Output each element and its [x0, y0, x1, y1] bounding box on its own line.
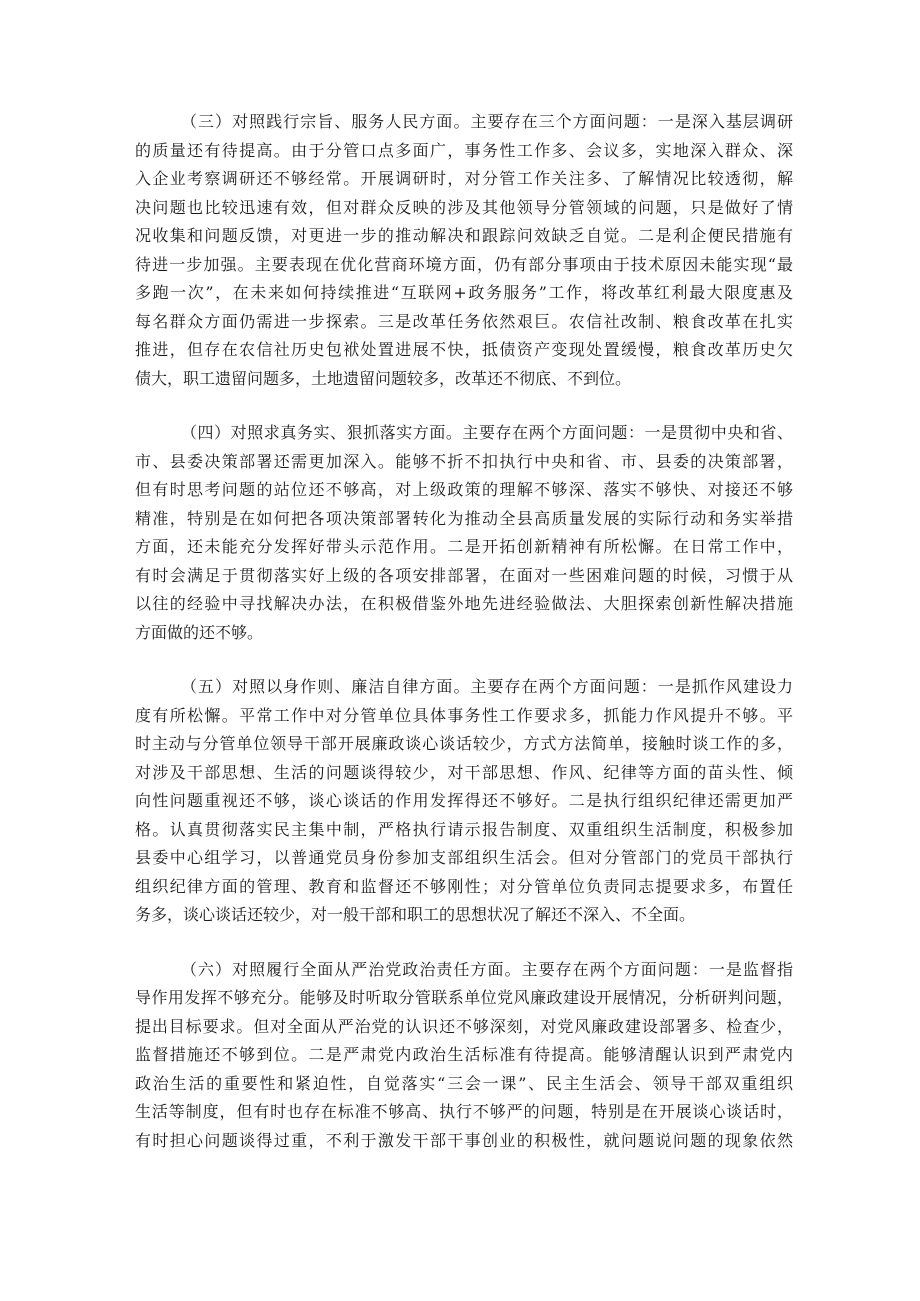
text-line: 有时会满足于贯彻落实好上级的各项安排部署，在面对一些困难问题的时候，习惯于从 [135, 565, 793, 585]
text-line: 况收集和问题反馈，对更进一步的推动解决和跟踪问效缺乏自觉。二是利企便民措施有 [135, 226, 793, 245]
text-line: 以往的经验中寻找解决办法，在积极借鉴外地先进经验做法、大胆探索创新性解决措施 [135, 594, 793, 613]
text-line: 务多，谈心谈话还较少，对一般干部和职工的思想状况了解还不深入、不全面。 [135, 905, 696, 924]
text-line: 监督措施还不够到位。二是严肃党内政治生活标准有待提高。能够清醒认识到严肃党内 [135, 1045, 793, 1064]
paragraph-section-4 [135, 419, 793, 647]
text-line: 对涉及干部思想、生活的问题谈得较少，对干部思想、作风、纪律等方面的苗头性、倾 [135, 762, 793, 782]
text-line: 债大，职工遗留问题多，土地遗留问题较多，改革还不彻底、不到位。 [135, 368, 632, 388]
text-line: 生活等制度，但有时也存在标准不够高、执行不够严的问题，特别是在开展谈心谈话时， [135, 1102, 793, 1121]
text-line: 每名群众方面仍需进一步探索。三是改革任务依然艰巨。农信社改制、粮食改革在扎实 [135, 311, 793, 331]
text-line: 但有时思考问题的站位还不够高，对上级政策的理解不够深、落实不够快、对接还不够 [135, 480, 793, 499]
text-line: 市、县委决策部署还需更加深入。能够不折不扣执行中央和省、市、县委的决策部署， [135, 451, 793, 471]
text-line: （三）对照践行宗旨、服务人民方面。主要存在三个方面问题：一是深入基层调研 [181, 112, 793, 131]
text-line: 的质量还有待提高。由于分管口点多面广，事务性工作多、会议多，实地深入群众、深 [135, 140, 793, 160]
text-line: 提出目标要求。但对全面从严治党的认识还不够深刻，对党风廉政建设部署多、检查少， [135, 1016, 793, 1036]
text-line: 决问题也比较迅速有效，但对群众反映的涉及其他领导分管领域的问题，只是做好了情 [135, 197, 793, 217]
text-line: 县委中心组学习，以普通党员身份参加支部组织生活会。但对分管部门的党员干部执行 [135, 848, 793, 867]
text-line: 入企业考察调研还不够经常。开展调研时，对分管工作关注多、了解情况比较透彻，解 [135, 169, 793, 188]
text-line: 组织纪律方面的管理、教育和监督还不够刚性；对分管单位负责同志提要求多，布置任 [135, 876, 793, 896]
paragraph-section-6 [135, 956, 793, 1156]
text-line: 向性问题重视还不够，谈心谈话的作用发挥得还不够好。二是执行组织纪律还需更加严 [135, 791, 793, 810]
text-line: （四）对照求真务实、狠抓落实方面。主要存在两个方面问题：一是贯彻中央和省、 [181, 423, 793, 442]
text-line: 多跑一次”，在未来如何持续推进“互联网+政务服务”工作，将改革红利最大限度惠及 [135, 283, 793, 302]
text-line: 格。认真贯彻落实民主集中制，严格执行请示报告制度、双重组织生活制度，积极参加 [135, 819, 793, 839]
text-line: 有时担心问题谈得过重，不利于激发干部干事创业的积极性，就问题说问题的现象依然 [135, 1130, 793, 1150]
paragraph-section-3 [135, 108, 793, 393]
text-line: 政治生活的重要性和紧迫性，自觉落实“三会一课”、民主生活会、领导干部双重组织 [135, 1073, 793, 1093]
text-line: 时主动与分管单位领导干部开展廉政谈心谈话较少，方式方法简单，接触时谈工作的多， [135, 734, 793, 753]
text-line: 精准，特别是在如何把各项决策部署转化为推动全县高质量发展的实际行动和务实举措 [135, 508, 793, 528]
text-line: 待进一步加强。主要表现在优化营商环境方面，仍有部分事项由于技术原因未能实现“最 [135, 254, 793, 274]
text-line: 度有所松懈。平常工作中对分管单位具体事务性工作要求多，抓能力作风提升不够。平 [135, 705, 793, 725]
text-line: （六）对照履行全面从严治党政治责任方面。主要存在两个方面问题：一是监督指 [181, 959, 793, 979]
text-line: 方面做的还不够。 [135, 622, 264, 642]
text-line: 导作用发挥不够充分。能够及时听取分管联系单位党风廉政建设开展情况，分析研判问题， [135, 988, 793, 1007]
document-page [135, 108, 793, 1181]
text-line: （五）对照以身作则、廉洁自律方面。主要存在两个方面问题：一是抓作风建设力 [181, 677, 793, 696]
text-line: 方面，还未能充分发挥好带头示范作用。二是开拓创新精神有所松懈。在日常工作中， [135, 537, 793, 556]
paragraph-section-5 [135, 673, 793, 930]
text-line: 推进，但存在农信社历史包袱处置进展不快，抵债资产变现处置缓慢，粮食改革历史欠 [135, 340, 793, 359]
